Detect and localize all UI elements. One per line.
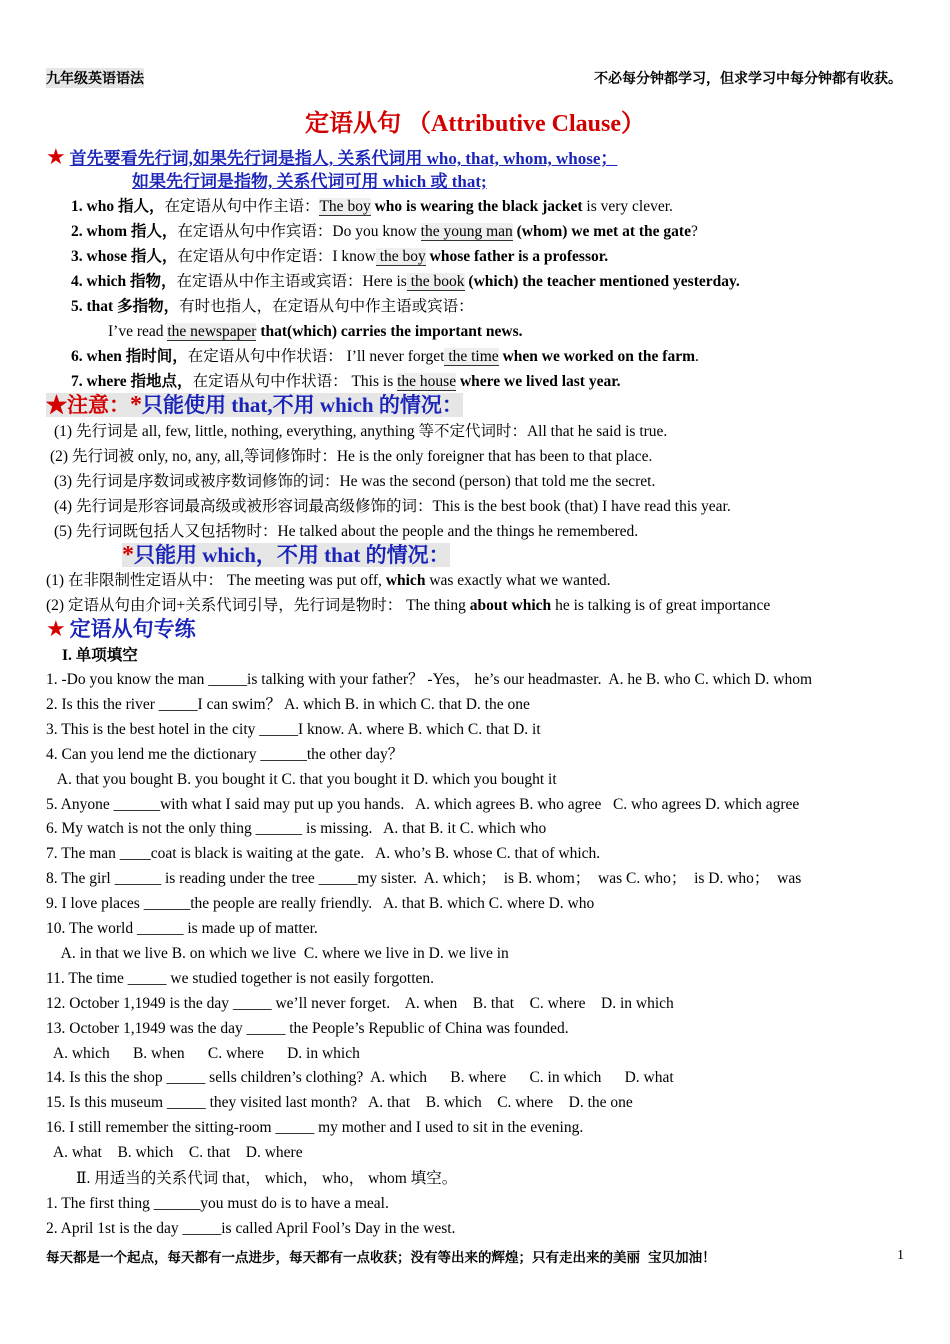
rule-clause: when we worked on the farm [498, 348, 696, 365]
rule-line [71, 247, 608, 267]
question-line: A. which B. when C. where D. in which [46, 1044, 360, 1062]
question-line: 13. October 1,1949 was the day _____ the People’s Republic of China was founded. [46, 1019, 569, 1037]
intro-line-2 [132, 172, 487, 193]
rule-clause: whose father is a professor. [425, 248, 609, 265]
question-line: 4. Can you lend me the dictionary ______the other day？ [46, 745, 404, 763]
note-heading [46, 392, 463, 418]
rule-desc: 在定语从中作主语或宾语： [176, 273, 363, 290]
rule-desc: 有时也指人，在定语从句中作主语或宾语： [179, 298, 474, 315]
rule-clause: who is wearing the black jacket [370, 198, 583, 215]
rule-example-post: . [695, 348, 699, 365]
question-line: 1. -Do you know the man _____is talking with your father？ -Yes， he’s our headmaster. A. he B. who C. which D. whom [46, 671, 813, 688]
rule-antecedent: the boy [375, 248, 426, 265]
rule-clause: where we lived last year. [456, 373, 621, 390]
rule-line [71, 297, 474, 317]
rule-line [71, 197, 673, 217]
which-only-heading [122, 542, 450, 568]
rule-label: 7. where 指地点， [71, 373, 193, 390]
question-line: 5. Anyone ______with what I said may put up you hands. A. which agrees B. who agree C. who agrees D. which agree [46, 795, 800, 813]
rule-label: 5. that 多指物， [71, 298, 180, 315]
question-line: 16. I still remember the sitting-room _____ my mother and I used to sit in the evening. [46, 1119, 584, 1137]
asterisk-icon: * [122, 542, 134, 568]
question-line: 2. Is this the river _____I can swim？ A. which B. in which C. that D. the one [46, 695, 530, 713]
rule-line [71, 222, 698, 242]
note-label: 注意： [67, 393, 130, 417]
rule-desc: 在定语从句中作宾语： [177, 223, 333, 240]
rule-label: 6. when 指时间， [71, 348, 188, 365]
rule-example-pre: This is [347, 373, 398, 390]
note-item: (2) 先行词被 only, no, any, all,等词修饰时：He is the only foreigner that has been to that place. [50, 448, 653, 465]
rule-antecedent: the book [406, 273, 465, 290]
footer-text: 每天都是一个起点，每天都有一点进步，每天都有一点收获；没有等出来的辉煌；只有走出来的美丽 宝贝加油！ [46, 1250, 716, 1266]
intro-text-2: 如果先行词是指物, 关系代词可用 which 或 that; [132, 172, 487, 191]
practice-heading [46, 616, 196, 642]
rule-label: 4. which 指物， [71, 273, 177, 290]
rule-antecedent: The boy [319, 198, 371, 215]
intro-text-1: 首先要看先行词,如果先行词是指人, 关系代词用 who, that, whom, whose； [69, 149, 618, 168]
note-item: (1) 先行词是 all, few, little, nothing, everything, anything 等不定代词时：All that he said is true. [54, 423, 668, 440]
rule-example-pre: I’ll never forget [342, 348, 445, 365]
star-icon: ★ [46, 616, 66, 641]
part2-heading: Ⅱ. 用适当的关系代词 that， which， who， whom 填空。 [76, 1170, 458, 1187]
rule-line [71, 347, 699, 367]
question-line: 6. My watch is not the only thing ______ is missing. A. that B. it C. which who [46, 820, 547, 838]
rule-example-post: is very clever. [582, 198, 673, 215]
note-item: (4) 先行词是形容词最高级或被形容词最高级修饰的词：This is the best book (that) I have read this year. [54, 498, 731, 515]
header-left: 九年级英语语法 [46, 68, 144, 88]
which-only-heading-text: 只能用 which，不用 that 的情况： [134, 543, 450, 567]
intro-line-1 [46, 144, 618, 170]
question-line: 10. The world ______ is made up of matter. [46, 920, 318, 937]
question-line: 3. This is the best hotel in the city _____I know. A. where B. which C. that D. it [46, 720, 541, 738]
practice-heading-text: 定语从句专练 [69, 617, 196, 641]
star-icon: ★ [46, 393, 67, 417]
rule-example-pre: Do you know [332, 223, 421, 240]
page-title: 定语从句 （Attributive Clause） [305, 111, 645, 137]
rule-line [71, 272, 740, 292]
note-item: (5) 先行词既包括人又包括物时：He talked about the people and the things he remembered. [54, 523, 639, 540]
which-only-item-2: (2) 定语从句由介词+关系代词引导，先行词是物时： The thing about which he is talking is of great importance [46, 597, 771, 614]
rule-antecedent: the young man [420, 223, 513, 240]
which-only-item-1: (1) 在非限制性定语从中： The meeting was put off, which was exactly what we wanted. [46, 572, 611, 589]
rule-desc: 在定语从句中作状语： [187, 348, 343, 365]
note-item: (3) 先行词是序数词或被序数词修饰的词：He was the second (person) that told me the secret. [54, 473, 656, 490]
rule-example-pre: Here is [362, 273, 407, 290]
rule-label: 1. who 指人， [71, 198, 165, 215]
rule-example-pre: I know [332, 248, 376, 265]
question-line: 14. Is this the shop _____ sells children’s clothing? A. which B. where C. in which D. what [46, 1069, 674, 1087]
question-line: 12. October 1,1949 is the day _____ we’ll never forget. A. when B. that C. where D. in which [46, 994, 674, 1012]
question-line: 11. The time _____ we studied together is not easily forgotten. [46, 969, 435, 987]
question-line: A. that you bought B. you bought it C. that you bought it D. which you bought it [46, 770, 557, 788]
rule-desc: 在定语从句中作定语： [177, 248, 333, 265]
rule-label: 3. whose 指人， [71, 248, 178, 265]
rule-antecedent: the house [397, 373, 457, 390]
rule-label: 2. whom 指人， [71, 223, 178, 240]
question-line: 15. Is this museum _____ they visited last month? A. that B. which C. where D. the one [46, 1094, 633, 1112]
rule-desc: 在定语从句中作状语： [192, 373, 348, 390]
rule-line [71, 372, 621, 392]
part1-heading: I. 单项填空 [62, 647, 138, 664]
rule-line [108, 322, 523, 342]
question-line: 8. The girl ______ is reading under the tree _____my sister. A. which； is B. whom； was C. who； is D. who； was [46, 870, 802, 888]
rule-clause: (which) the teacher mentioned yesterday. [464, 273, 740, 290]
question-line: A. in that we live B. on which we live C. where we live in D. we live in [46, 944, 509, 962]
rule-clause: (whom) we met at the gate [512, 223, 691, 240]
part2-question-line: 2. April 1st is the day _____is called April Fool’s Day in the west. [46, 1220, 456, 1237]
rule-desc: 在定语从句中作主语： [164, 198, 320, 215]
question-line: A. what B. which C. that D. where [46, 1144, 303, 1162]
rule-antecedent: the time [444, 348, 499, 365]
header-right: 不必每分钟都学习，但求学习中每分钟都有收获。 [594, 71, 902, 87]
note-heading-text: 只能使用 that,不用 which 的情况： [142, 393, 463, 417]
rule-antecedent: the newspaper [167, 323, 257, 340]
question-line: 9. I love places ______the people are really friendly. A. that B. which C. where D. who [46, 895, 595, 913]
rule-example-post: ? [690, 223, 698, 240]
question-line: 7. The man ____coat is black is waiting at the gate. A. who’s B. whose C. that of which. [46, 845, 601, 863]
asterisk-icon: * [130, 392, 142, 418]
part2-question-line: 1. The first thing ______you must do is to have a meal. [46, 1195, 389, 1212]
rule-clause: that(which) carries the important news. [256, 323, 523, 340]
page-number: 1 [897, 1248, 904, 1263]
rule-example-pre: I’ve read [108, 323, 168, 340]
star-icon: ★ [46, 144, 66, 169]
